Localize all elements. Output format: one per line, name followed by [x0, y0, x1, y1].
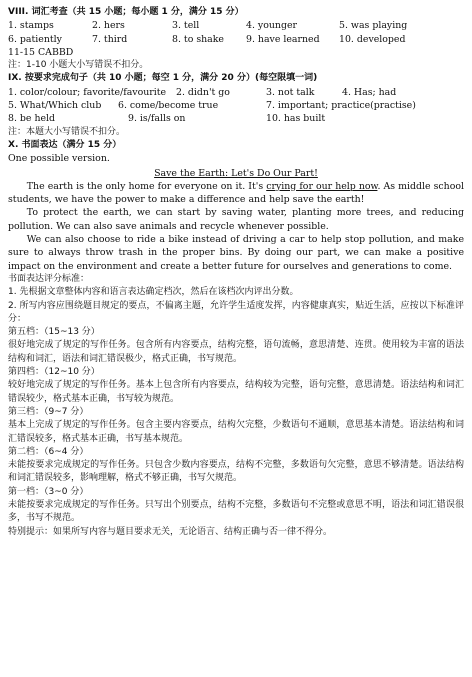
level-5-title: 第五档：（15~13 分）	[8, 327, 100, 338]
level-1-text: 未能按要求完成规定的写作任务。只写出个别要点，结构不完整，多数语句不完整或意思不明，语法和词汇错误很多，书写不规范。	[8, 499, 464, 524]
level-3-text: 基本上完成了规定的写作任务。包含主要内容要点，结构欠完整，少数语句不通顺，意思基本清楚。语法结构和词汇错误较多，格式基本正确，书写基本规范。	[8, 420, 464, 444]
answer-item: 5. What/Which club	[8, 100, 102, 112]
essay-paragraph-1	[8, 180, 464, 207]
version-label: One possible version.	[8, 153, 110, 165]
essay-underlined-text: crying for our help now	[266, 180, 378, 192]
answer-item: 6. come/become true	[118, 100, 219, 112]
grading-heading: 书面表达评分标准：	[8, 273, 90, 284]
section-9-heading: IX. 按要求完成句子（共 10 小题；每空 1 分，满分 20 分）(每空限填一词)	[8, 73, 318, 84]
answer-item: 1. stamps	[8, 20, 54, 32]
grading-rule-1: 1. 先根据文章整体内容和语言表达确定档次，然后在该档次内评出分数。	[8, 287, 299, 298]
special-note: 特别提示：如果所写内容与题目要求无关，无论语言、结构正确与否一律不得分。	[8, 526, 333, 537]
answer-item: 9. is/falls on	[128, 113, 186, 125]
answer-item: 2. didn't go	[176, 86, 230, 98]
section-8-heading: VIII. 词汇考查（共 15 小题；每小题 1 分，满分 15 分）	[8, 7, 244, 17]
section-9-note: 注：本题大小写错误不扣分。	[8, 126, 126, 137]
answer-item: 4. Has; had	[342, 86, 397, 98]
section-8-answers-row-2	[8, 33, 464, 46]
section-9-answers-row-1	[8, 86, 464, 99]
answer-item: 10. has built	[266, 113, 326, 125]
level-2-text: 未能按要求完成规定的写作任务。只包含少数内容要点，结构不完整，多数语句欠完整，意思不够清楚。语法结构和词汇错误较多，影响理解，格式不够正确，书写欠规范。	[8, 460, 464, 484]
grading-rule-2: 2. 所写内容应围绕题目规定的要点，不偏离主题，允许学生适度发挥，内容健康真实，贴近生活，应按以下标准评分：	[8, 300, 464, 324]
answer-item: 5. was playing	[339, 20, 408, 32]
level-4-text: 较好地完成了规定的写作任务。基本上包含所有内容要点，结构较为完整，语句完整，意思清楚。语法结构和词汇错误较少，格式基本正确，书写较为规范。	[8, 380, 464, 404]
answer-item: 4. younger	[246, 20, 297, 32]
essay-title: Save the Earth: Let's Do Our Part!	[154, 167, 318, 179]
section-10-heading: X. 书面表达（满分 15 分）	[8, 139, 122, 150]
answer-item: 6. patiently	[8, 33, 62, 45]
essay-text: . As middle school students, we have the power to make a difference and help save the earth!	[8, 180, 465, 206]
section-9-answers-row-2	[8, 99, 464, 112]
level-3-title: 第三档：（9~7 分）	[8, 406, 89, 417]
essay-paragraph-3: We can also choose to ride a bike instead of driving a car to help stop pollution, and make sure to always throw trash in the proper bins. By doing our part, we can make a positive impact on the environment and create a better future for ourselves and generations to come.	[8, 234, 464, 272]
answer-item: 7. important; practice(practise)	[266, 100, 416, 112]
level-1-title: 第一档：（3~0 分）	[8, 486, 89, 497]
answer-item: 8. be held	[8, 113, 56, 125]
section-8-note: 注：1-10 小题大小写错误不扣分。	[8, 60, 149, 71]
answer-item: 10. developed	[339, 33, 406, 45]
answer-item: 9. have learned	[246, 33, 320, 45]
answer-item: 3. not talk	[266, 86, 315, 98]
essay-paragraph-2: To protect the earth, we can start by saving water, planting more trees, and reducing pollution. We can also save animals and recycle whenever possible.	[8, 207, 464, 232]
level-2-title: 第二档：（6~4 分）	[8, 446, 89, 457]
answer-item: 8. to shake	[172, 33, 224, 45]
level-5-text: 很好地完成了规定的写作任务。包含所有内容要点，结构完整，语句流畅，意思清楚、连贯。使用较为丰富的语法结构和词汇，语法和词汇错误极少，格式正确，书写规范。	[8, 340, 464, 364]
level-4-title: 第四档：（12~10 分）	[8, 367, 100, 378]
answers-11-15: 11-15 CABBD	[8, 46, 74, 58]
essay-text: The earth is the only home for everyone on it. It's	[26, 180, 267, 192]
answer-item: 3. tell	[172, 20, 200, 32]
answer-item: 1. color/colour; favorite/favourite	[8, 86, 167, 98]
answer-item: 7. third	[92, 33, 128, 45]
section-9-answers-row-3	[8, 112, 464, 125]
section-8-answers-row-1	[8, 19, 464, 32]
answer-item: 2. hers	[92, 20, 125, 32]
